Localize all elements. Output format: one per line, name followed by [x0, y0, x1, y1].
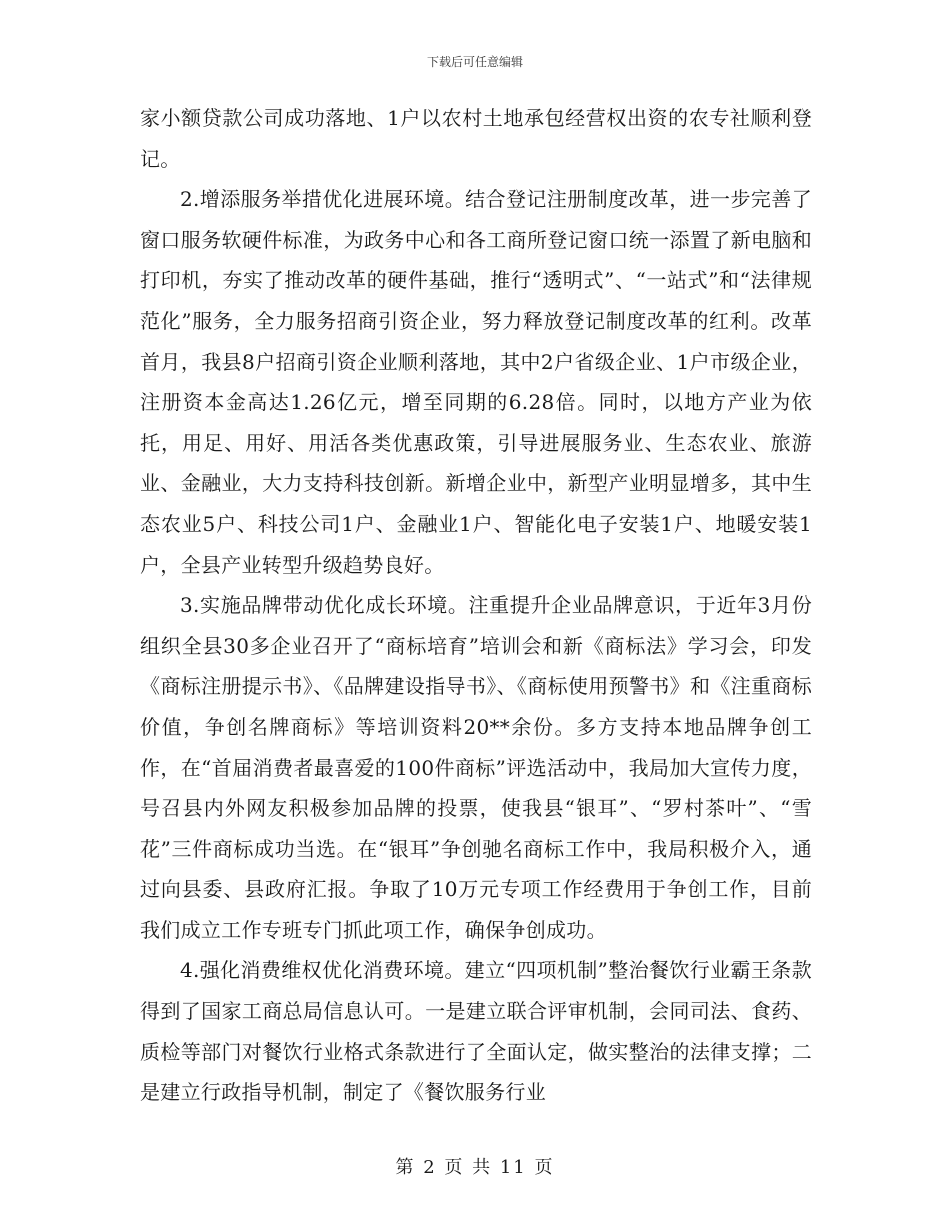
- paragraph-service-measures: 2.增添服务举措优化进展环境。结合登记注册制度改革，进一步完善了窗口服务软硬件标准，为政务中心和各工商所登记窗口统一添置了新电脑和打印机，夯实了推动改革的硬件基础，推行“透明式”、“一站式”和“法律规范化”服务，全力服务招商引资企业，努力释放登记制度改革的红利。改革首月，我县8户招商引资企业顺利落地，其中2户省级企业、1户市级企业，注册资本金高达1.26亿元，增至同期的6.28倍。同时，以地方产业为依托，用足、用好、用活各类优惠政策，引导进展服务业、生态农业、旅游业、金融业，大力支持科技创新。新增企业中，新型产业明显增多，其中生态农业5户、科技公司1户、金融业1户、智能化电子安装1户、地暖安装1户，全县产业转型升级趋势良好。: [140, 187, 812, 577]
- page-number-footer: 第 2 页 共 11 页: [395, 1157, 555, 1178]
- document-body: [140, 98, 812, 1113]
- paragraph-consumer-rights: 4.强化消费维权优化消费环境。建立“四项机制”整治餐饮行业霸王条款得到了国家工商总局信息认可。一是建立联合评审机制，会同司法、食药、质检等部门对餐饮行业格式条款进行了全面认定，做实整治的法律支撑；二是建立行政指导机制，制定了《餐饮服务行业: [140, 958, 812, 1105]
- page-header-note: 下载后可任意编辑: [426, 55, 523, 69]
- paragraph-continuation: 家小额贷款公司成功落地、1户以农村土地承包经营权出资的农专社顺利登记。: [140, 106, 812, 171]
- paragraph-brand-strategy: 3.实施品牌带动优化成长环境。注重提升企业品牌意识，于近年3月份组织全县30多企业召开了“商标培育”培训会和新《商标法》学习会，印发《商标注册提示书》、《品牌建设指导书》、《商标使用预警书》和《注重商标价值，争创名牌商标》等培训资料20**余份。多方支持本地品牌争创工作，在“首届消费者最喜爱的100件商标”评选活动中，我局加大宣传力度，号召县内外网友积极参加品牌的投票，使我县“银耳”、“罗村茶叶”、“雪花”三件商标成功当选。在“银耳”争创驰名商标工作中，我局积极介入，通过向县委、县政府汇报。争取了10万元专项工作经费用于争创工作，目前我们成立工作专班专门抓此项工作，确保争创成功。: [140, 593, 812, 942]
